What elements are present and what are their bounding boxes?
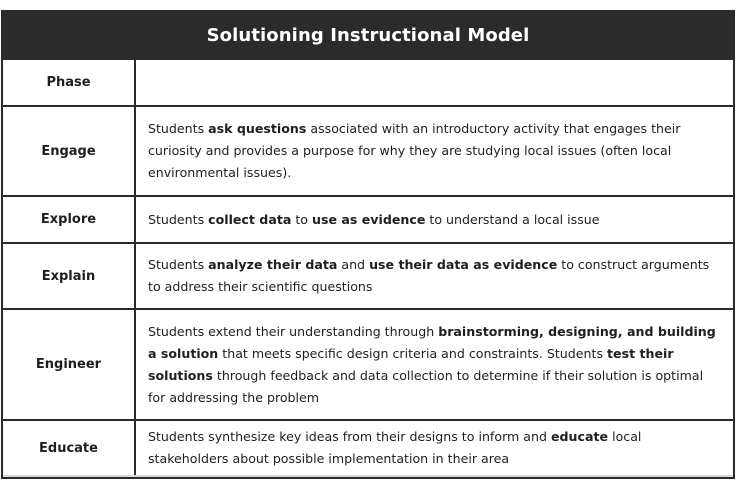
phase-cell: Educate: [3, 421, 136, 475]
plain-text: to construct arguments to address their scientific questions: [148, 257, 710, 294]
plain-text: through feedback and data collection to determine if their solution is optimal for addressing the problem: [148, 367, 704, 405]
emphasis-text: brainstorming, designing, and building a solution: [148, 323, 716, 361]
table-title: Solutioning Instructional Model: [3, 12, 733, 58]
emphasis-text: educate: [551, 429, 609, 444]
emphasis-text: test their solutions: [148, 345, 674, 383]
description-cell: [136, 244, 733, 308]
description-text: [148, 254, 721, 298]
plain-text: local stakeholders about possible implementation in their area: [148, 429, 642, 466]
emphasis-text: collect data: [208, 211, 292, 227]
emphasis-text: use their data as evidence: [369, 257, 558, 272]
plain-text: to: [291, 211, 312, 227]
instructional-model-table: [1, 10, 735, 479]
plain-text: associated with an introductory activity that engages their curiosity and provides a purpose for why they are studying local issues (often local environmental issues).: [148, 121, 681, 180]
plain-text: Students: [148, 121, 209, 136]
description-cell: [136, 197, 733, 242]
table-row-explore: [3, 195, 733, 242]
plain-text: Students: [148, 257, 209, 272]
description-cell: [136, 310, 733, 419]
phase-cell: Explore: [3, 197, 136, 242]
plain-text: and: [337, 257, 370, 272]
table-row-engineer: [3, 308, 733, 419]
emphasis-text: analyze their data: [208, 257, 338, 272]
description-cell: [136, 421, 733, 475]
plain-text: that meets specific design criteria and constraints. Students: [218, 345, 608, 361]
table-row-explain: [3, 242, 733, 308]
description-text: [148, 426, 721, 470]
emphasis-text: use as evidence: [312, 211, 426, 227]
plain-text: Students extend their understanding through: [148, 323, 439, 339]
header-row: [3, 58, 733, 105]
plain-text: to understand a local issue: [425, 211, 600, 227]
description-text: [148, 118, 721, 184]
table-row-educate: [3, 419, 733, 475]
phase-cell: Engage: [3, 107, 136, 195]
phase-header: Phase: [3, 60, 136, 105]
plain-text: Students: [148, 211, 209, 227]
description-text: [148, 321, 721, 409]
description-header: [136, 60, 733, 105]
table-row-engage: [3, 105, 733, 195]
phase-cell: Engineer: [3, 310, 136, 419]
emphasis-text: ask questions: [208, 121, 307, 136]
phase-cell: Explain: [3, 244, 136, 308]
description-text: [148, 209, 600, 231]
plain-text: Students synthesize key ideas from their designs to inform and: [148, 429, 551, 444]
description-cell: [136, 107, 733, 195]
